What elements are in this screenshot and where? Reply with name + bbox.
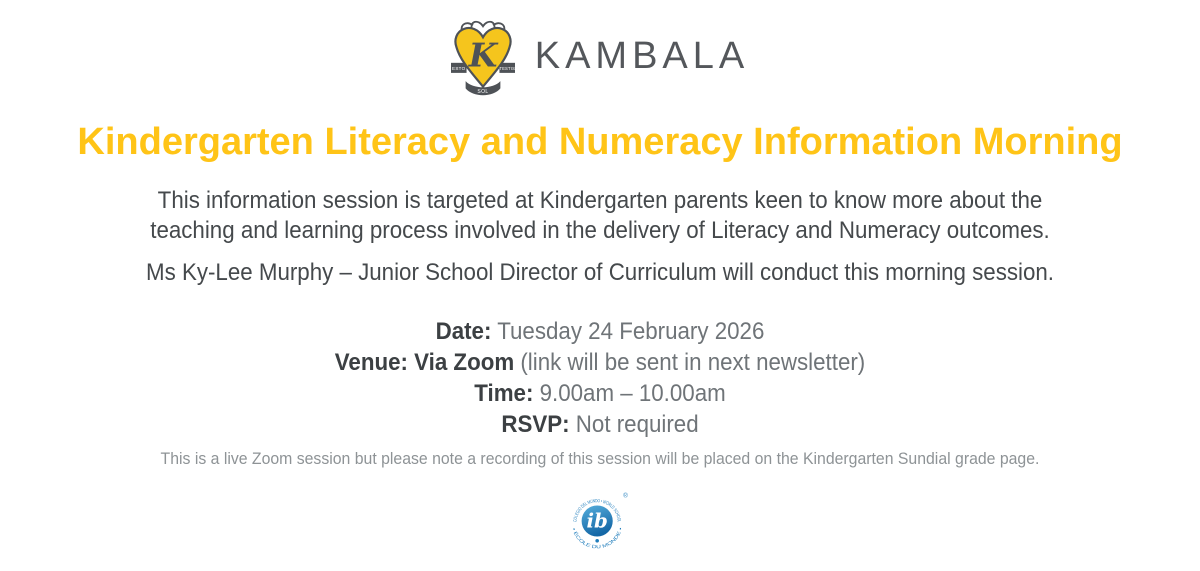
detail-value: (link will be sent in next newsletter) (514, 349, 866, 376)
detail-value: Not required (569, 411, 699, 438)
detail-row-venue (42, 347, 1158, 378)
presenter-line: Ms Ky-Lee Murphy – Junior School Director of Curriculum will conduct this morning session. (145, 259, 1055, 286)
crest-motto-right: TESTIS (499, 66, 515, 72)
detail-value: Tuesday 24 February 2026 (491, 318, 765, 345)
ib-ring-text-bottom: • ÉCOLE DU MONDE • (571, 527, 623, 550)
crest-motto-bottom: SOL (477, 89, 489, 95)
recording-note: This is a live Zoom session but please note a recording of this session will be placed on the Kindergarten Sundial grade page. (160, 449, 1040, 468)
detail-row-time (42, 378, 1158, 409)
detail-row-rsvp (42, 409, 1158, 440)
kambala-logo (0, 0, 1200, 106)
event-details (0, 316, 1200, 440)
ib-ring-text-top: COLEGIO DEL MUNDO • WORLD SCHOOL (572, 498, 622, 524)
crest-motto-left: ESTO (451, 66, 466, 72)
ib-world-school-logo (0, 488, 1200, 559)
ib-monogram: ib (586, 508, 608, 533)
intro-line-2: teaching and learning process involved in the delivery of Literacy and Numeracy outcomes. (150, 217, 1050, 244)
detail-row-date (42, 316, 1158, 347)
intro-paragraph (0, 186, 1200, 246)
page-title: Kindergarten Literacy and Numeracy Information Morning (77, 121, 1123, 163)
kambala-wordmark: KAMBALA (534, 34, 750, 77)
detail-label: Venue: Via Zoom (334, 349, 515, 376)
kambala-crest-icon (451, 17, 515, 105)
detail-label: Date: (435, 318, 492, 345)
registered-trademark-icon: ® (623, 492, 628, 500)
crest-monogram: K (468, 35, 498, 75)
detail-label: Time: (474, 380, 534, 407)
detail-label: RSVP: (501, 411, 570, 438)
ib-logo-icon (566, 488, 634, 554)
detail-value: 9.00am – 10.00am (533, 380, 726, 407)
ib-dot (595, 539, 599, 543)
intro-line-1: This information session is targeted at Kindergarten parents keen to know more about the (157, 187, 1043, 214)
